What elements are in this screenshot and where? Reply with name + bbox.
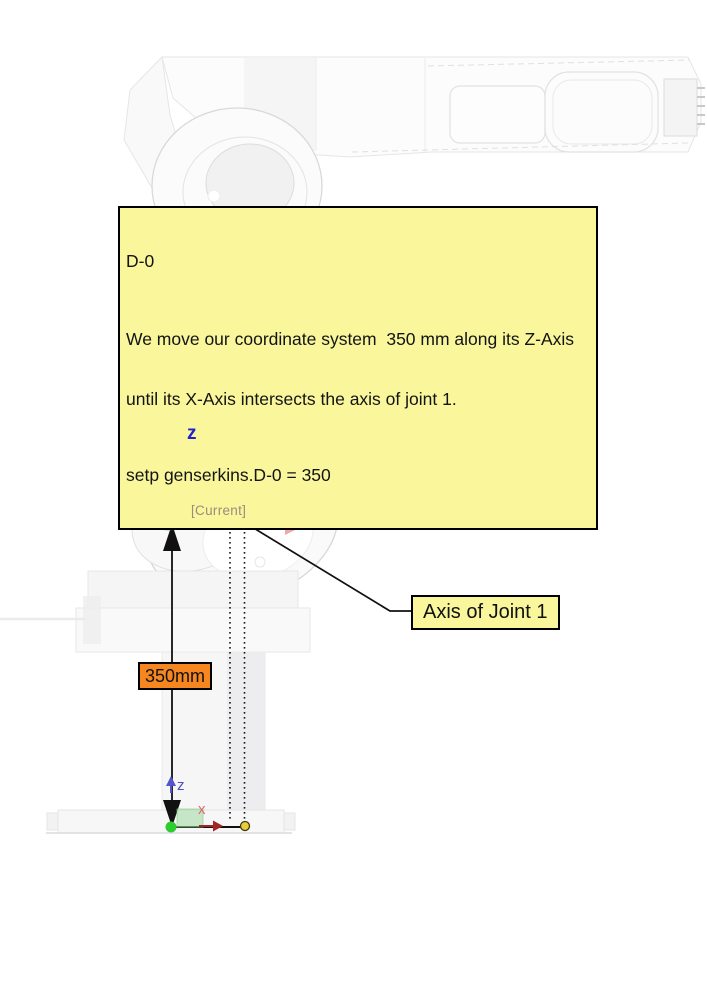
robot-base-flange-lower bbox=[76, 608, 310, 652]
robot-base-column-shade bbox=[227, 652, 265, 810]
base-joint1-axis-marker bbox=[241, 822, 250, 831]
base-x-axis-label: x bbox=[198, 801, 206, 818]
robot-forearm-housing bbox=[450, 86, 545, 143]
axis-of-joint-1-label: Axis of Joint 1 bbox=[411, 595, 560, 630]
robot-end-flange bbox=[664, 79, 697, 136]
dimension-350mm-label: 350mm bbox=[138, 662, 212, 690]
robot-base-foot-tab bbox=[47, 813, 58, 830]
callout-title: D-0 bbox=[126, 251, 155, 271]
d0-callout-box bbox=[118, 206, 598, 530]
base-origin-dot bbox=[166, 822, 177, 833]
callout-command: setp genserkins.D-0 = 350 bbox=[126, 465, 331, 485]
callout-body-line2: until its X-Axis intersects the axis of joint 1. bbox=[126, 389, 457, 409]
robot-shoulder-bolt bbox=[208, 190, 220, 202]
callout-body-line1: We move our coordinate system 350 mm along its Z-Axis bbox=[126, 329, 575, 349]
robot-base-flange-edge bbox=[83, 596, 101, 644]
robot-wrist-housing bbox=[545, 72, 658, 152]
base-z-axis-label: z bbox=[177, 777, 185, 794]
z-axis-label: z bbox=[187, 423, 197, 444]
robot-j1-bolt bbox=[255, 557, 265, 567]
robot-base-foot-tab bbox=[284, 813, 295, 830]
current-frame-label: [Current] bbox=[191, 503, 247, 518]
robot-base-flange-upper bbox=[88, 571, 298, 608]
